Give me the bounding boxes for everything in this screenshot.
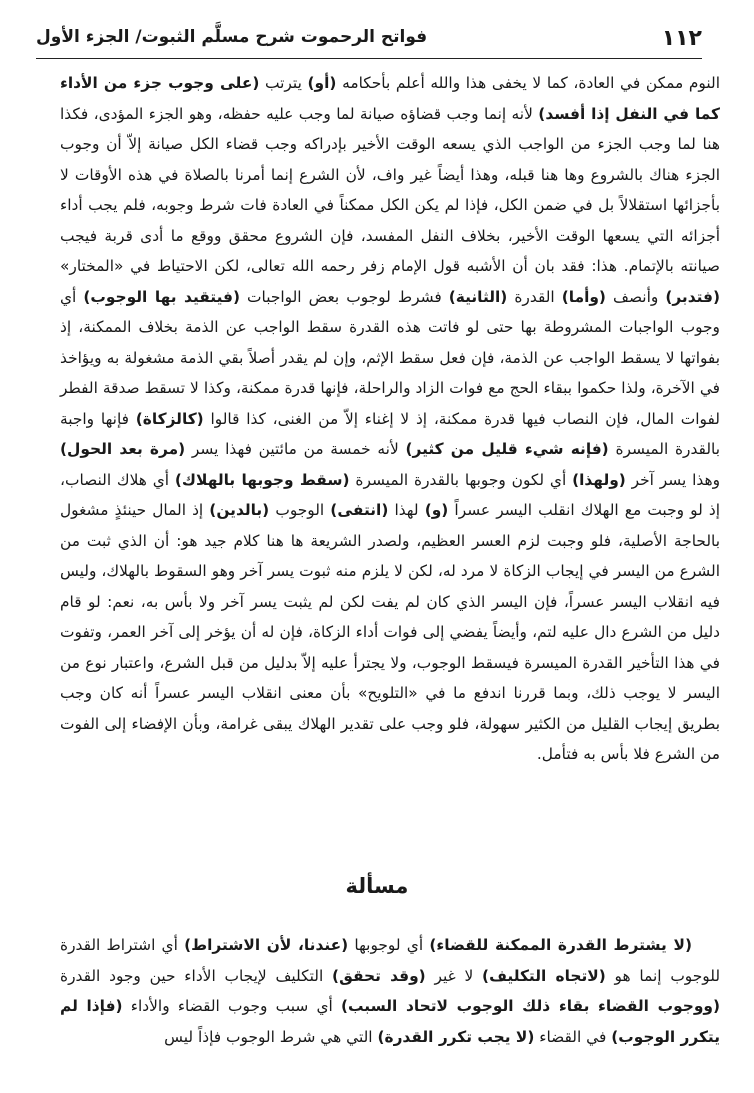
bold-quoted-text: (كالزكاة) — [135, 409, 204, 428]
section-text-block — [60, 930, 720, 1052]
bold-quoted-text: (لا يشترط القدرة الممكنة للقضاء) — [429, 936, 692, 954]
commentary-text: فشرط لوجوب بعض الواجبات — [240, 287, 449, 306]
running-title: فواتح الرحموت شرح مسلَّم الثبوت/ الجزء الأول — [36, 27, 428, 47]
commentary-text: لأنه إنما وجب قضاؤه صيانة لما وجب عليه حفظه، وهو الجزء المؤدى، فكذا هنا لما وجب الجزء من الواجب الذي يسعه الوقت الأخير بإدراكه وجب قضاء الكل صيانة إلاّ أن وجوب الجزء هناك بالشروع وها هنا قبله، وهذا أيضاً غير واف، لأن الشرع إنما أمرنا بالصلاة في هذه الأوقات لا بأجزائها استقلالاً بل في ضمن الكل، فإذا لم يكن الكل ممكناً في العادة فات شرط وجوبه، فلم يجب أداء أجزائه التي يسعها الوقت الأخير، بخلاف النفل المفسد، فإن الشروع محقق ووقع ما أدى قربة فيجب صيانته بالإتمام. هذا: فقد بان أن الأشبه قول الإمام زفر رحمه الله تعالى، لكن الاحتياط في «المختار» — [60, 104, 720, 275]
bold-quoted-text: (الثانية) — [448, 287, 508, 306]
bold-quoted-text: (ووجوب القضاء بقاء ذلك الوجوب لاتحاد السبب) — [340, 997, 720, 1015]
bold-quoted-text: (على وجوب جزء من الأداء كما في النفل إذا أفسد) — [60, 74, 720, 123]
commentary-text: وأنصف — [605, 287, 666, 306]
commentary-text: القدرة — [507, 287, 562, 306]
commentary-text: في القضاء — [534, 1027, 612, 1046]
commentary-text: لا غير — [425, 966, 483, 985]
commentary-text: لأنه خمسة من مائتين فهذا يسر — [185, 440, 406, 458]
section-heading: مسألة — [345, 874, 409, 898]
commentary-text: أي وجوب الواجبات المشروطة بها حتى لو فاتت هذه القدرة سقط الواجب عن الذمة بخلاف الممكنة، إذ بفواتها لا يسقط الواجب عن الذمة، فإن فعل سقط الإثم، وإن لم يقدر أصلاً بقي الذمة مشغولة به ويؤاخذ في الآخرة، ولذا حكموا ببقاء الحج مع فوات الزاد والراحلة، فإنها قدرة ممكنة، وكذا لا تسقط صدقة الفطر لفوات المال، فإن النصاب فيها قدرة ممكنة، إذ لا إغناء إلاّ من الغنى، كذا قالوا — [60, 287, 720, 428]
commentary-text: يترتب — [259, 74, 308, 92]
commentary-text: وهذا يسر آخر — [625, 470, 720, 489]
page-number: ١١٢ — [661, 26, 702, 51]
bold-quoted-text: (مرة بعد الحول) — [60, 440, 186, 458]
page-header — [36, 22, 702, 59]
commentary-text: أي اشتراط القدرة للوجوب إنما هو — [60, 936, 721, 985]
bold-quoted-text: (انتفى) — [330, 501, 389, 519]
bold-quoted-text: (لاتجاه التكليف) — [482, 966, 606, 985]
bold-quoted-text: (فتدبر) — [665, 287, 720, 306]
bold-quoted-text: (أو) — [307, 74, 337, 92]
bold-quoted-text: (فإذا لم يتكرر الوجوب) — [60, 997, 720, 1046]
commentary-text: أي لكون وجوبها بالقدرة الميسرة — [349, 470, 573, 489]
bold-quoted-text: (سقط وجوبها بالهلاك) — [174, 470, 350, 489]
commentary-text: التي هي شرط الوجوب فإذاً ليس — [164, 1027, 378, 1046]
bold-quoted-text: (وأما) — [561, 287, 606, 306]
commentary-text: النوم ممكن في العادة، كما لا يخفى هذا والله أعلم بأحكامه — [336, 74, 720, 92]
commentary-text: لهذا — [388, 501, 425, 519]
bold-quoted-text: (لا يجب تكرر القدرة) — [377, 1027, 535, 1046]
commentary-text: أي سبب وجوب القضاء والأداء — [122, 997, 341, 1015]
commentary-text: إذ المال حينئذٍ مشغول بالحاجة الأصلية، فلو وجبت لزم العسر العظيم، ولصدر الشريعة ها هنا كلام جيد هو: أن الذي ثبت من الشرع من اليسر في إيجاب الزكاة لا مرد له، لكن لا يلزم منه ثبوت يسر آخر وهو السقوط بالهلاك، وليس فيه انقلاب اليسر عسراً، فإن اليسر الذي كان لم يفت لكن لم يثبت يسر آخر ولا بأس به، نعم: لو قام دليل من الشرع دال عليه لتم، وأيضاً يفضي إلى فوات أداء الزكاة، فإن له أن يؤخر إلى آخر العمر، وتفوت في هذا التأخير القدرة الميسرة فيسقط الوجوب، ولا يجترأ عليه إلاّ بدليل من قبل الشرع، واعتبار نوع من اليسر لا يوجب ذلك، وبما قررنا اندفع ما في «التلويح» بأن معنى انقلاب اليسر عسراً أنه كان وجب بطريق إيجاب القليل من الكثير سهولة، فلو وجب على تقدير الهلاك يبقى غرامة، وبأن الإفضاء إلى الفوت من الشرع فلا بأس به فتأمل. — [60, 501, 720, 763]
bold-quoted-text: (فيتقيد بها الوجوب) — [83, 287, 240, 306]
paragraph — [60, 68, 720, 770]
commentary-text: فإنها واجبة بالقدرة الميسرة — [60, 409, 720, 458]
bold-quoted-text: (و) — [424, 501, 449, 519]
bold-quoted-text: (ولهذا) — [572, 470, 626, 489]
paragraph — [60, 930, 720, 1052]
commentary-text: التكليف لإيجاب الأداء حين وجود القدرة — [60, 966, 333, 985]
bold-quoted-text: (عندنا، لأن الاشتراط) — [184, 936, 349, 954]
commentary-text: أي لوجوبها — [348, 936, 430, 954]
bold-quoted-text: (فإنه شيء قليل من كثير) — [405, 440, 609, 458]
bold-quoted-text: (بالدين) — [209, 501, 270, 519]
commentary-text: الوجوب — [269, 501, 331, 519]
commentary-text: أي هلاك النصاب، إذ لو وجبت مع الهلاك انقلب اليسر عسراً — [60, 470, 720, 519]
bold-quoted-text: (وقد تحقق) — [332, 966, 426, 985]
main-text-block — [60, 68, 720, 770]
